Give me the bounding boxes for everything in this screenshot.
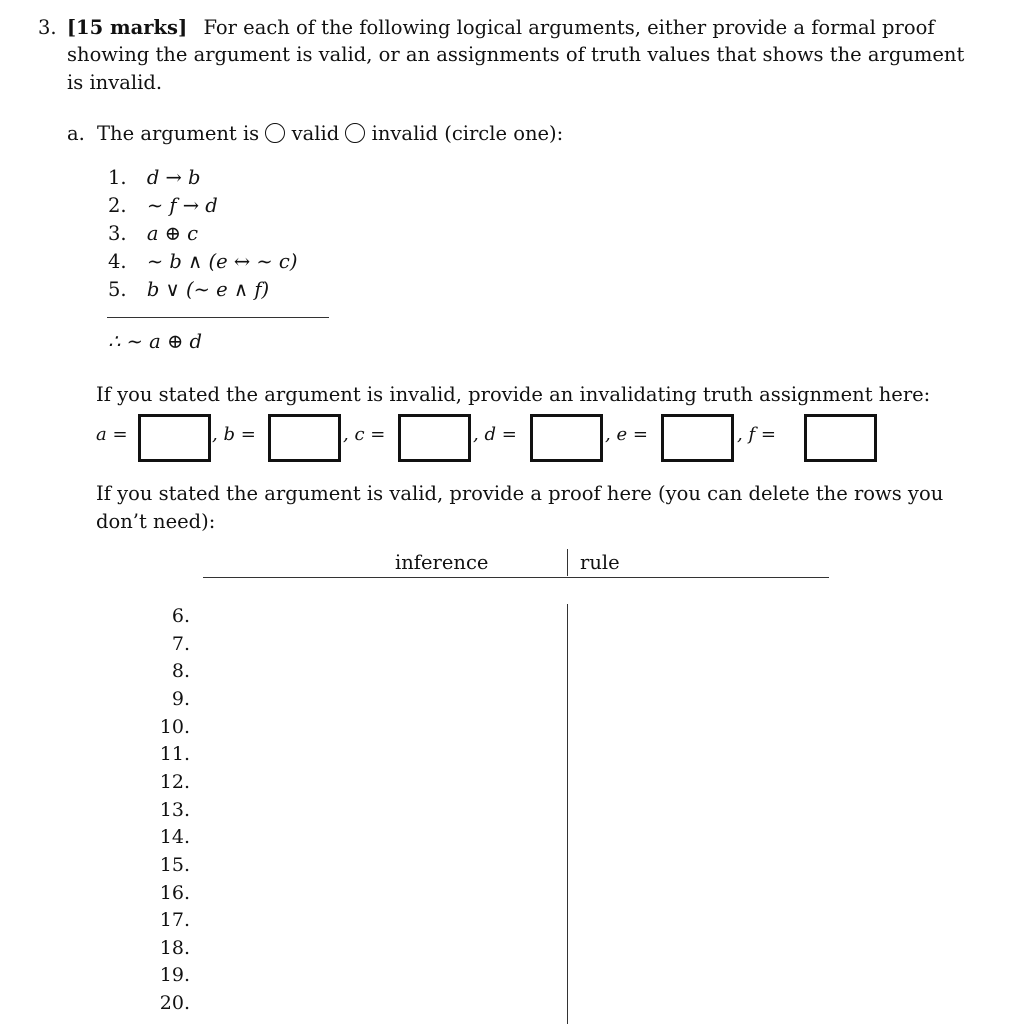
premise-number: 5. bbox=[108, 278, 127, 301]
d-label: , d = bbox=[473, 424, 517, 445]
proof-row-number: 7. bbox=[171, 633, 190, 655]
c-value-box[interactable] bbox=[398, 414, 471, 462]
table-column-divider bbox=[567, 604, 568, 1024]
a-value-box[interactable] bbox=[138, 414, 211, 462]
question-number: 3. bbox=[38, 16, 57, 39]
valid-prompt-line-1: If you stated the argument is valid, provide a proof here (you can delete the rows you bbox=[96, 482, 944, 505]
part-a-line bbox=[67, 120, 563, 148]
proof-row-number: 12. bbox=[159, 771, 190, 793]
proof-row-number: 15. bbox=[159, 854, 190, 876]
proof-row-number: 11. bbox=[159, 743, 190, 765]
premise-2 bbox=[108, 192, 218, 220]
proof-row-number: 13. bbox=[159, 799, 190, 821]
proof-row-number: 20. bbox=[159, 992, 190, 1014]
proof-row-number: 6. bbox=[171, 605, 190, 627]
d-value-box[interactable] bbox=[530, 414, 603, 462]
premise-number: 1. bbox=[108, 166, 127, 189]
proof-row-number: 8. bbox=[171, 660, 190, 682]
e-value-box[interactable] bbox=[661, 414, 734, 462]
premise-expression: d → b bbox=[146, 166, 201, 189]
proof-row-number: 16. bbox=[159, 882, 190, 904]
table-header-rule bbox=[203, 577, 829, 578]
part-a-label: a. bbox=[67, 122, 85, 145]
premise-divider bbox=[107, 317, 329, 318]
valid-prompt-line-2: don’t need): bbox=[96, 510, 216, 533]
f-label: , f = bbox=[737, 424, 776, 445]
b-value-box[interactable] bbox=[268, 414, 341, 462]
proof-row-number: 17. bbox=[159, 909, 190, 931]
a-label: a = bbox=[96, 424, 128, 445]
premise-5 bbox=[108, 276, 269, 304]
question-text-line-2: showing the argument is valid, or an assignments of truth values that shows the argument bbox=[67, 43, 965, 66]
proof-row-number: 14. bbox=[159, 826, 190, 848]
premise-3 bbox=[108, 220, 198, 248]
premise-expression: ∼ f → d bbox=[146, 194, 218, 217]
question-text-line-1: For each of the following logical arguments, either provide a formal proof bbox=[203, 16, 935, 39]
premise-1 bbox=[108, 164, 201, 192]
col-rule-header: rule bbox=[580, 551, 620, 574]
valid-option-label: valid bbox=[291, 122, 340, 145]
premise-number: 2. bbox=[108, 194, 127, 217]
b-label: , b = bbox=[212, 424, 256, 445]
premise-number: 4. bbox=[108, 250, 127, 273]
invalid-option-label: invalid (circle one): bbox=[371, 122, 564, 145]
premise-4 bbox=[108, 248, 297, 276]
header-column-divider bbox=[567, 549, 568, 576]
e-label: , e = bbox=[605, 424, 648, 445]
proof-row-number: 19. bbox=[159, 964, 190, 986]
premise-expression: b ∨ (∼ e ∧ f) bbox=[146, 278, 270, 301]
proof-row-number: 18. bbox=[159, 937, 190, 959]
f-value-box[interactable] bbox=[804, 414, 877, 462]
premise-expression: ∼ b ∧ (e ↔ ∼ c) bbox=[146, 250, 298, 273]
col-inference-header: inference bbox=[395, 551, 489, 574]
valid-radio[interactable] bbox=[265, 123, 285, 143]
invalid-prompt: If you stated the argument is invalid, provide an invalidating truth assignment here: bbox=[96, 383, 931, 406]
question-marks: [15 marks] bbox=[66, 16, 188, 39]
premise-number: 3. bbox=[108, 222, 127, 245]
question-text-line-3: is invalid. bbox=[67, 71, 163, 94]
proof-row-number: 10. bbox=[159, 716, 190, 738]
c-label: , c = bbox=[343, 424, 386, 445]
invalid-radio[interactable] bbox=[345, 123, 365, 143]
part-a-prefix: The argument is bbox=[97, 122, 260, 145]
conclusion: ∴ ∼ a ⊕ d bbox=[108, 330, 202, 353]
premise-expression: a ⊕ c bbox=[146, 222, 199, 245]
proof-row-number: 9. bbox=[171, 688, 190, 710]
